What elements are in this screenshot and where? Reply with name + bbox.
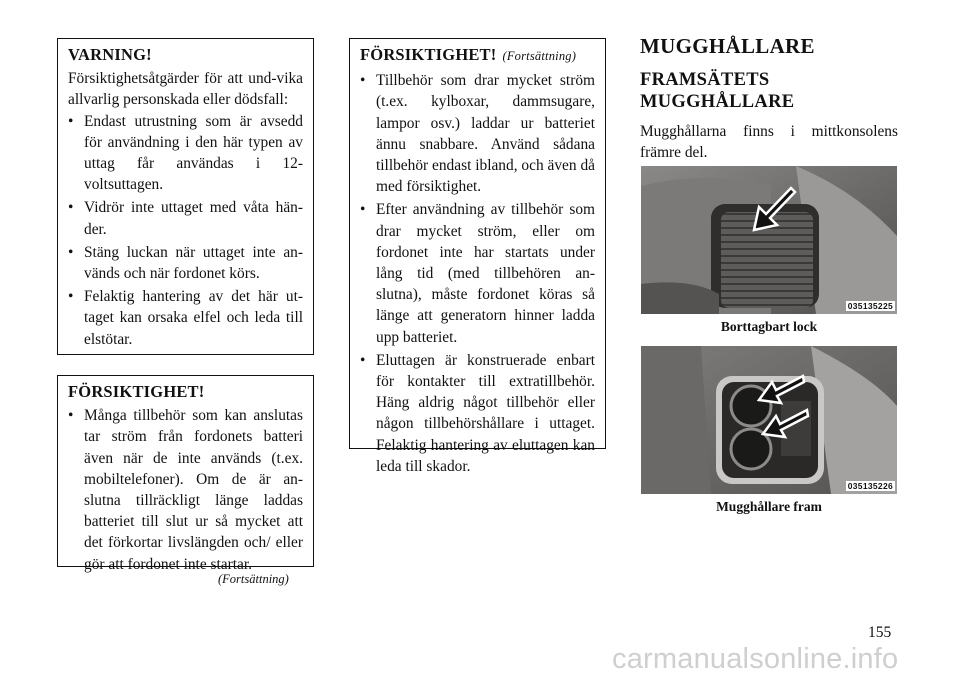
bullet-icon: • [360, 351, 366, 369]
list-item [68, 111, 303, 196]
bullet-icon: • [68, 112, 74, 130]
removable-lid-illustration [641, 166, 897, 314]
front-cupholder-illustration [641, 346, 897, 494]
bullet-icon: • [360, 72, 366, 90]
caution-list [68, 405, 303, 575]
caution-continued-title [360, 44, 595, 67]
bullet-icon: • [68, 243, 74, 261]
bullet-icon: • [360, 201, 366, 219]
list-item [68, 242, 303, 284]
list-item-text: Eluttagen är konstruerade enbart för kontakter till extratillbehör. Häng aldrig något tillbehör eller någon tillbehörshållare i uttaget. Felaktig hantering av eluttagen kan leda till skador. [376, 351, 595, 475]
caution-box [57, 375, 314, 573]
warning-title: VARNING! [68, 45, 152, 64]
caution-continued-box [349, 38, 606, 475]
continued-note: (Fortsättning) [218, 572, 289, 586]
warning-list [68, 111, 303, 350]
bullet-icon: • [68, 199, 74, 217]
list-item-text: Felaktig hantering av det här ut-taget kan orsaka elfel och leda till elstötar. [84, 288, 303, 348]
caution-continued-list [360, 70, 595, 477]
figure-code: 035135226 [847, 481, 893, 491]
caution-continued-suffix: (Fortsättning) [502, 49, 577, 63]
warning-box [57, 38, 314, 355]
section-heading: MUGGHÅLLARE [640, 34, 815, 58]
bullet-icon: • [68, 407, 74, 425]
list-item [68, 197, 303, 239]
list-item-text: Efter användning av tillbehör som drar mycket ström, eller om fordonet inte har startats under lång tid (med tillbehören an-slutna), måste fordonet köras så länge att generatorn hinner ladda upp batteriet. [376, 201, 595, 346]
figure-caption: Mugghållare fram [716, 499, 822, 514]
list-item-text: Vidrör inte uttaget med våta hän-der. [84, 199, 303, 238]
list-item-text: Många tillbehör som kan anslutas tar ström från fordonets batteri även när de inte används (t.ex. mobiltelefoner). Om de är an-slutna tillräckligt länge laddas batteriet till slut ur så mycket att det förkortar livslängden och/ eller gör att fordonet inte startar. [84, 407, 303, 573]
section-subheading: FRAMSÄTETS MUGGHÅLLARE [640, 70, 795, 112]
list-item [360, 70, 595, 197]
figure-caption: Borttagbart lock [720, 319, 818, 334]
figure-code: 035135225 [847, 301, 893, 311]
list-item-text: Tillbehör som drar mycket ström (t.ex. kylboxar, dammsugare, lampor osv.) laddar ur batteriet ännu snabbare. Använd sådana tillbehör endast ibland, och även då med försiktighet. [376, 72, 595, 196]
list-item [68, 405, 303, 575]
front-cupholder-photo [641, 346, 897, 494]
caution-continued-title-text: FÖRSIKTIGHET! [360, 45, 497, 64]
warning-intro: Försiktighetsåtgärder för att und-vika allvarlig personskada eller dödsfall: [68, 70, 303, 109]
caution-title: FÖRSIKTIGHET! [68, 382, 205, 401]
bullet-icon: • [68, 288, 74, 306]
list-item [360, 199, 595, 347]
page-number: 155 [868, 624, 892, 641]
list-item [68, 286, 303, 350]
removable-lid-photo [641, 166, 897, 314]
list-item [360, 350, 595, 477]
list-item-text: Stäng luckan när uttaget inte an-vänds och när fordonet körs. [84, 243, 303, 283]
list-item-text: Endast utrustning som är avsedd för användning i den här typen av uttag får användas i 12-voltsuttagen. [84, 112, 303, 194]
section-body: Mugghållarna finns i mittkonsolens främre del. [640, 123, 898, 161]
watermark: carmanualsonline.info [612, 643, 899, 675]
